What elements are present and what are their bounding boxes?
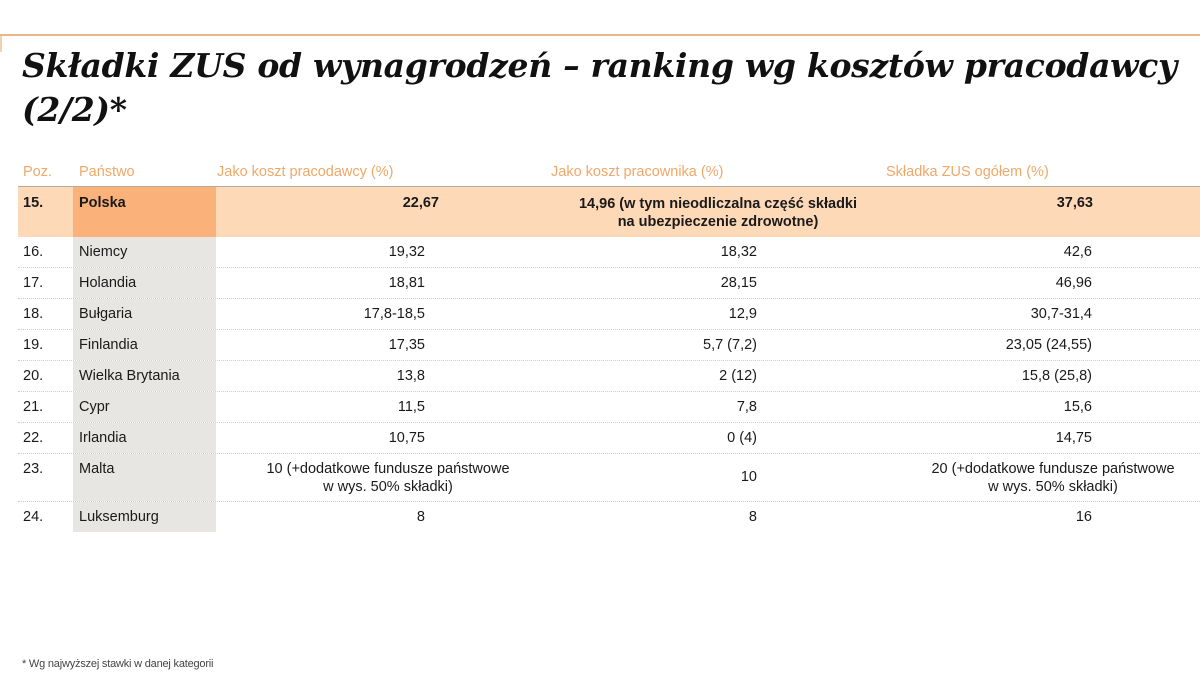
top-accent-tick (0, 36, 2, 52)
cell-country (73, 392, 216, 422)
cell-employee: 8 (748, 509, 757, 525)
cell-country (73, 237, 216, 267)
country-label: Cypr (79, 399, 110, 415)
table-row-highlighted (18, 187, 1200, 237)
cell-pos: 15. (23, 195, 44, 211)
cell-employee-line1: 14,96 (w tym nieodliczalna część składki (578, 196, 858, 212)
cell-employer: 8 (416, 509, 425, 525)
cell-total-line1: 20 (+dodatkowe fundusze państwowe (931, 461, 1175, 477)
cell-pos: 21. (23, 399, 44, 415)
country-label: Irlandia (79, 430, 127, 446)
country-label: Malta (79, 461, 115, 477)
country-label: Bułgaria (79, 306, 133, 322)
cell-pos: 22. (23, 430, 44, 446)
country-label: Finlandia (79, 337, 138, 353)
header-total: Składka ZUS ogółem (%) (886, 164, 1049, 180)
table-row (18, 268, 1200, 299)
table-header (18, 160, 1200, 187)
cell-employee: 18,32 (720, 244, 757, 260)
cell-employer: 11,5 (397, 399, 425, 415)
table-row (18, 392, 1200, 423)
cell-total: 30,7-31,4 (1030, 306, 1092, 322)
cell-country (73, 454, 216, 501)
cell-pos: 23. (23, 461, 44, 477)
cell-total: 46,96 (1055, 275, 1092, 291)
cell-employee (558, 195, 878, 231)
cell-country (73, 423, 216, 453)
cell-total: 15,8 (25,8) (1021, 368, 1092, 384)
cell-employee: 10 (740, 469, 757, 485)
cell-country (73, 299, 216, 329)
cell-employer (238, 460, 538, 496)
cell-employer: 17,8-18,5 (363, 306, 425, 322)
cell-total: 14,75 (1055, 430, 1092, 446)
cell-total: 15,6 (1063, 399, 1092, 415)
header-employer: Jako koszt pracodawcy (%) (217, 164, 394, 180)
cell-employee-line2: na ubezpieczenie zdrowotne) (617, 214, 819, 230)
cell-employee: 28,15 (720, 275, 757, 291)
top-accent-rule (0, 34, 1200, 36)
cell-pos: 16. (23, 244, 44, 260)
footnote: * Wg najwyższej stawki w danej kategorii (22, 658, 214, 670)
cell-total-line2: w wys. 50% składki) (988, 479, 1118, 495)
table-row (18, 237, 1200, 268)
table-row (18, 361, 1200, 392)
cell-country (73, 187, 216, 237)
ranking-table (18, 160, 1200, 532)
cell-pos: 17. (23, 275, 44, 291)
country-label: Holandia (79, 275, 137, 291)
cell-total (903, 460, 1200, 496)
cell-employer: 22,67 (402, 195, 439, 211)
cell-total: 37,63 (1056, 195, 1093, 211)
country-label: Niemcy (79, 244, 128, 260)
table-row (18, 454, 1200, 502)
cell-employee: 12,9 (728, 306, 757, 322)
page-title: Składki ZUS od wynagrodzeń – ranking wg kosztów pracodawcy (2/2)* (22, 46, 1177, 129)
cell-employer: 19,32 (388, 244, 425, 260)
country-label: Polska (79, 195, 126, 211)
cell-country (73, 502, 216, 532)
table-row (18, 299, 1200, 330)
cell-employee: 0 (4) (727, 430, 757, 446)
cell-employer-line1: 10 (+dodatkowe fundusze państwowe (266, 461, 510, 477)
cell-pos: 18. (23, 306, 44, 322)
cell-employer: 18,81 (388, 275, 425, 291)
header-country: Państwo (79, 164, 135, 180)
cell-employee: 7,8 (736, 399, 757, 415)
cell-pos: 19. (23, 337, 44, 353)
cell-employer: 17,35 (388, 337, 425, 353)
cell-country (73, 330, 216, 360)
cell-total: 42,6 (1063, 244, 1092, 260)
cell-employee: 2 (12) (719, 368, 757, 384)
cell-employee: 5,7 (7,2) (703, 337, 757, 353)
header-employee: Jako koszt pracownika (%) (551, 164, 724, 180)
header-pos: Poz. (23, 164, 53, 180)
cell-pos: 24. (23, 509, 44, 525)
cell-country (73, 268, 216, 298)
table-row (18, 330, 1200, 361)
country-label: Luksemburg (79, 509, 159, 525)
cell-employer-line2: w wys. 50% składki) (323, 479, 453, 495)
table-row (18, 423, 1200, 454)
cell-total: 23,05 (24,55) (1005, 337, 1092, 353)
country-label: Wielka Brytania (79, 368, 180, 384)
cell-pos: 20. (23, 368, 44, 384)
table-row (18, 502, 1200, 532)
cell-total: 16 (1075, 509, 1092, 525)
cell-employer: 13,8 (396, 368, 425, 384)
cell-employer: 10,75 (388, 430, 425, 446)
cell-country (73, 361, 216, 391)
